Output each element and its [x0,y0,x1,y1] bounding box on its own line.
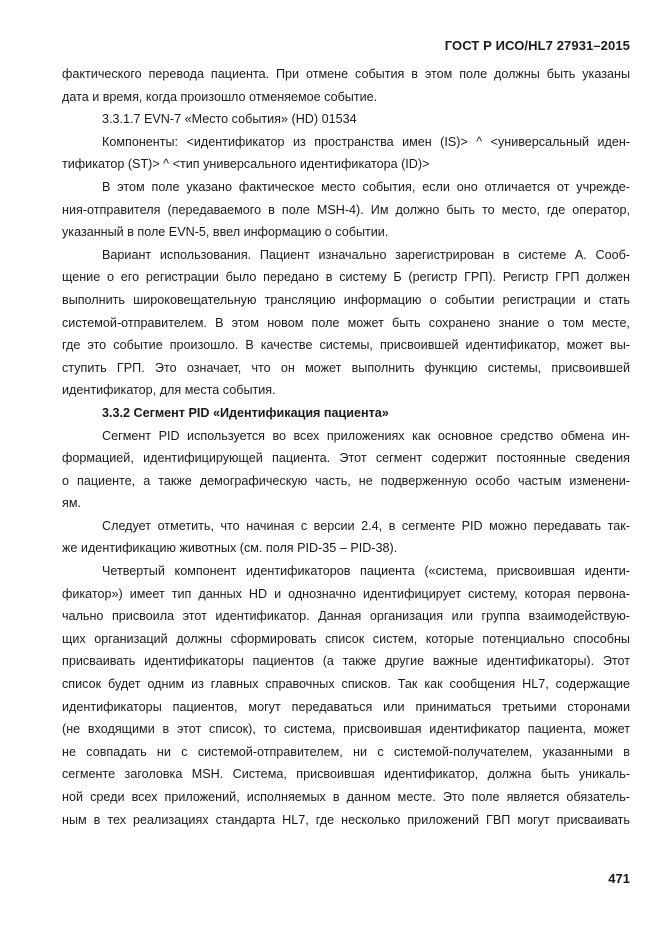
standard-header: ГОСТ Р ИСО/HL7 27931–2015 [444,38,630,53]
text-line: В этом поле указано фактическое место события, если оно отличается от учрежде- [102,179,630,194]
section-heading-line: 3.3.2 Сегмент PID «Идентификация пациента» [102,405,389,420]
text-line: системой-отправителем. В этом новом поле может быть сохранено знание о том месте, [62,315,630,330]
document-body [62,63,630,831]
text-line: идентификатор, для места события. [62,383,276,398]
text-line: Компоненты: <идентификатор из пространства имен (IS)> ^ <универсальный иден- [102,134,630,149]
text-line: ным в тех реализациях стандарта HL7, где несколько приложений ГВП могут присваивать [62,812,630,827]
text-line: Четвертый компонент идентификаторов пациента («система, присвоившая иденти- [102,564,630,579]
text-line: Вариант использования. Пациент изначально зарегистрирован в системе А. Сооб- [102,247,630,262]
text-line: фактического перевода пациента. При отмене события в этом поле должны быть указаны [62,67,630,81]
text-line: указанный в поле EVN-5, ввел информацию о событии. [62,225,389,240]
text-line: формацией, идентифицирующей пациента. Этот сегмент содержит постоянные сведения [62,451,630,466]
text-line: ям. [62,496,81,511]
page-number: 471 [608,871,630,886]
text-line: же идентификацию животных (см. поля PID-35 – PID-38). [62,541,398,556]
text-line: ния-отправителя (передаваемого в поле MSH-4). Им должно быть то место, где оператор, [62,202,630,217]
text-line: чально присвоила этот идентификатор. Данная организация или группа взаимодействую- [62,609,630,624]
text-line: где это событие произошло. В качестве системы, присвоившей идентификатор, может вы- [62,338,630,353]
text-line: Следует отметить, что начиная с версии 2.4, в сегменте PID можно передавать так- [102,518,630,533]
text-line: идентификаторы пациентов, могут передаваться или приниматься третьими сторонами [62,699,630,714]
text-line: Сегмент PID используется во всех приложениях как основное средство обмена ин- [102,428,630,443]
text-line: ступить ГРП. Это означает, что он может выполнить функцию системы, присвоившей [62,360,630,375]
text-line: тификатор (ST)> ^ <тип универсального идентификатора (ID)> [62,157,430,172]
text-line: щение о его регистрации было передано в систему Б (регистр ГРП). Регистр ГРП должен [62,270,630,285]
text-line: 3.3.1.7 EVN-7 «Место события» (HD) 01534 [102,112,357,127]
text-line: ной среди всех приложений, исполняемых в данном месте. Это поле является обязатель- [62,790,630,804]
text-line: присваивать идентификаторы пациентов (а также другие важные идентификаторы). Этот [62,654,630,669]
text-line: щих организаций должны сформировать список систем, которые потенциально способны [62,631,630,646]
text-line: фикатор») имеет тип данных HD и однозначно идентифицирует систему, которая первона- [62,586,630,601]
text-line: выполнить широковещательную трансляцию информацию о событии регистрации и стать [62,292,630,307]
text-line: (не входящими в этот список), то система, присвоившая идентификатор пациента, может [62,722,630,737]
text-line: не совпадать ни с системой-отправителем, ни с системой-получателем, указанными в [62,744,630,759]
text-line: о пациенте, а также демографическую часть, не подверженную особо частым изменени- [62,473,630,488]
text-line: дата и время, когда произошло отменяемое событие. [62,89,378,104]
text-line: сегменте заголовка MSH. Система, присвоившая идентификатор, должна быть уникаль- [62,767,630,782]
text-line: список будет одним из главных справочных списков. Так как сообщения HL7, содержащие [62,677,630,692]
